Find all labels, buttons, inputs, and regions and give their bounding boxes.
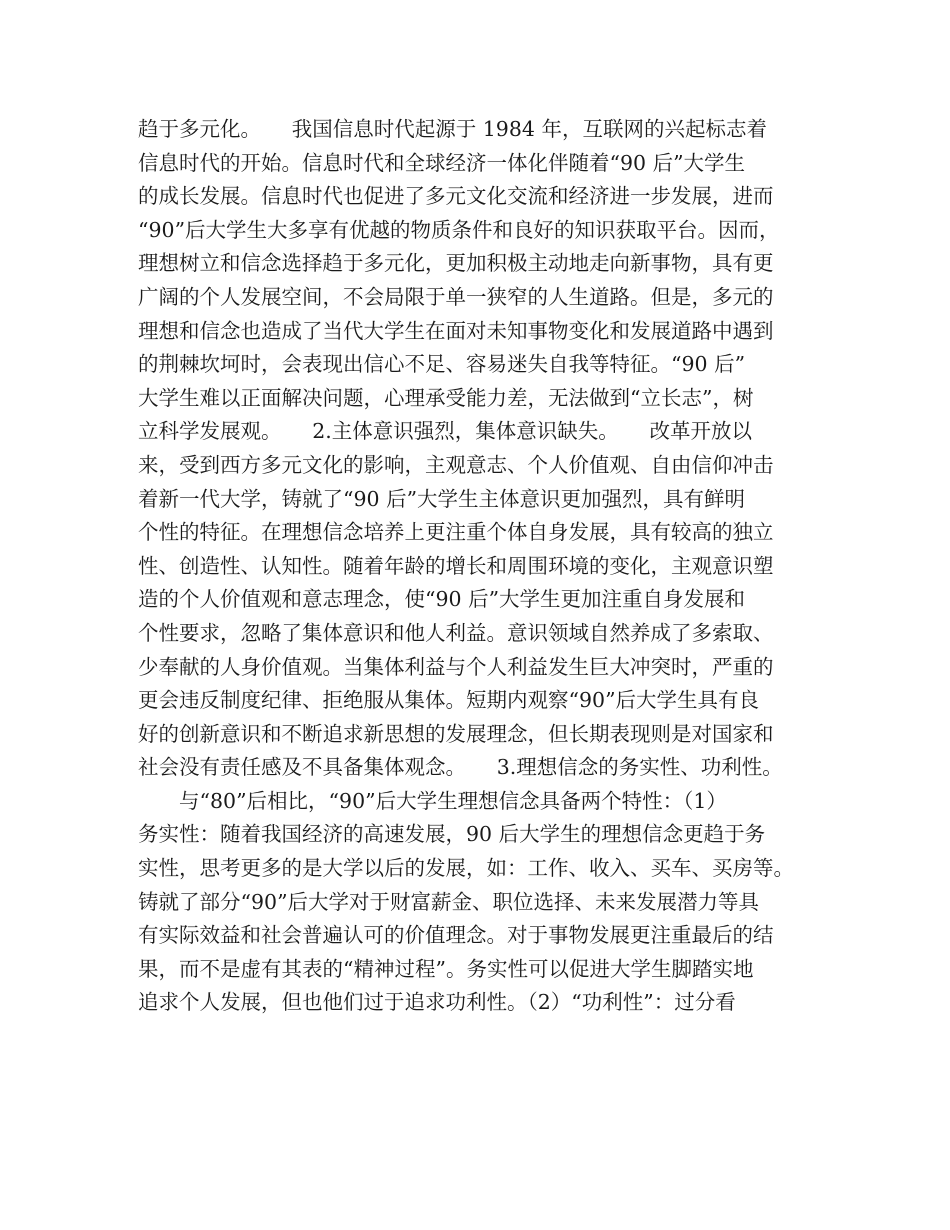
text-line: 的成长发展。信息时代也促进了多元文化交流和经济进一步发展，进而 [138, 184, 774, 209]
text-line: 社会没有责任感及不具备集体观念。 3.理想信念的务实性、功利性。 [138, 755, 783, 780]
text-line: 少奉献的人身价值观。当集体利益与个人利益发生巨大冲突时，严重的 [138, 654, 774, 679]
text-line: “90”后大学生大多享有优越的物质条件和良好的知识获取平台。因而， [138, 217, 780, 242]
body-text [138, 113, 828, 1020]
text-line: 有实际效益和社会普遍认可的价值理念。对于事物发展更注重最后的结 [138, 923, 774, 948]
text-line: 与“80”后相比，“90”后大学生理想信念具备两个特性：（1） [138, 788, 727, 813]
text-line: 性、创造性、认知性。随着年龄的增长和周围环境的变化，主观意识塑 [138, 553, 774, 578]
text-line: 着新一代大学，铸就了“90 后”大学生主体意识更加强烈，具有鲜明 [138, 486, 746, 511]
text-line: 造的个人价值观和意志理念，使“90 后”大学生更加注重自身发展和 [138, 587, 746, 612]
text-line: 广阔的个人发展空间，不会局限于单一狭窄的人生道路。但是，多元的 [138, 284, 774, 309]
text-line: 大学生难以正面解决问题，心理承受能力差，无法做到“立长志”，树 [138, 385, 754, 410]
text-line: 的荆棘坎坷时，会表现出信心不足、容易迷失自我等特征。“90 后” [138, 352, 746, 377]
text-line: 理想树立和信念选择趋于多元化，更加积极主动地走向新事物，具有更 [138, 251, 774, 276]
text-line: 实性，思考更多的是大学以后的发展，如：工作、收入、买车、买房等。 [138, 856, 794, 881]
text-line: 好的创新意识和不断追求新思想的发展理念，但长期表现则是对国家和 [138, 721, 774, 746]
text-line: 更会违反制度纪律、拒绝服从集体。短期内观察“90”后大学生具有良 [138, 688, 760, 713]
text-line: 趋于多元化。 我国信息时代起源于 1984 年，互联网的兴起标志着 [138, 117, 767, 141]
text-line: 铸就了部分“90”后大学对于财富薪金、职位选择、未来发展潜力等具 [138, 889, 760, 914]
text-line: 个性要求，忽略了集体意识和他人利益。意识领域自然养成了多索取、 [138, 620, 774, 645]
text-line: 果，而不是虚有其表的“精神过程”。务实性可以促进大学生脚踏实地 [138, 956, 754, 981]
text-line: 务实性：随着我国经济的高速发展，90 后大学生的理想信念更趋于务 [138, 822, 766, 847]
text-line: 来，受到西方多元文化的影响，主观意志、个人价值观、自由信仰冲击 [138, 452, 774, 477]
text-line: 立科学发展观。 2.主体意识强烈，集体意识缺失。 改革开放以 [138, 419, 753, 444]
text-line: 信息时代的开始。信息时代和全球经济一体化伴随着“90 后”大学生 [138, 150, 746, 175]
text-line: 个性的特征。在理想信念培养上更注重个体自身发展，具有较高的独立 [138, 520, 774, 545]
text-line: 追求个人发展，但也他们过于追求功利性。（2）“功利性”：过分看 [138, 990, 736, 1015]
text-line: 理想和信念也造成了当代大学生在面对未知事物变化和发展道路中遇到 [138, 318, 774, 343]
